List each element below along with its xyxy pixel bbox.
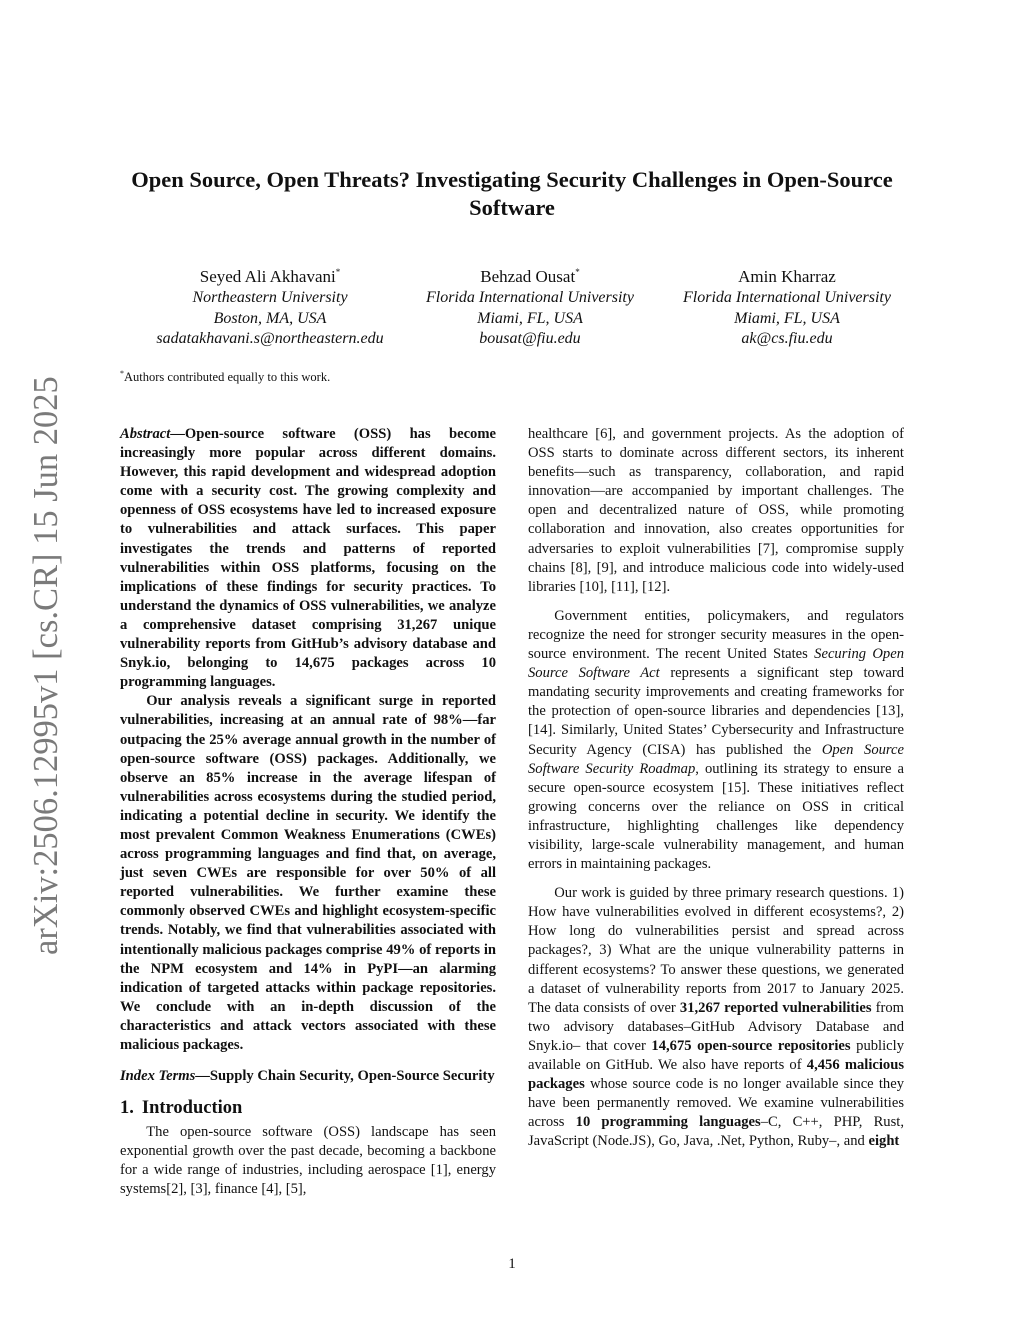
equal-contribution-mark: *	[575, 267, 580, 277]
roadmap-title: Open Source Software Security Roadmap	[528, 741, 905, 777]
author-2	[395, 266, 665, 350]
abstract-paragraph-1: Abstract—Open-source software (OSS) has become increasingly more popular across different domains. However, this rapid development and widespread adoption come with a security cost. The growing complexity and openness of OSS ecosystems have led to increased exposure to vulnerabilities and attack surfaces. This paper investigates the trends and patterns of reported vulnerabilities within OSS platforms, focusing on the implications of these findings for security practices. To understand the dynamics of OSS vulnerabilities, we analyze a comprehensive dataset comprising 31,267 unique vulnerability reports from GitHub’s advisory database and Snyk.io, belonging to 14,675 packages across 10 programming languages.	[120, 426, 496, 691]
abstract-paragraph-2: Our analysis reveals a significant surge in reported vulnerabilities, increasing at an annual rate of 98%—far outpacing the 25% average annual growth in the number of open-source software (OSS) packages. Additionally, we observe an 85% increase in the average lifespan of vulnerabilities across ecosystems during the studied period, indicating a potential decline in security. We identify the most prevalent Common Weakness Enumerations (CWEs) across programming languages and find that, on average, just seven CWEs are responsible for over 50% of all reported vulnerabilities. We further examine these commonly observed CWEs and highlight ecosystem-specific trends. Notably, we find that vulnerabilities associated with intentionally malicious packages comprise 49% of reports in the NPM ecosystem and 14% in PyPI—an alarming indication of targeted attacks within package repositories. We conclude with an in-depth discussion of the characteristics and attack vectors associated with these malicious packages.	[120, 693, 496, 1053]
index-terms: Index Terms—Supply Chain Security, Open-Source Security	[120, 1068, 495, 1085]
author-email: bousat@fiu.edu	[479, 330, 581, 347]
page-number: 1	[508, 1256, 516, 1272]
intro-paragraph-1-continued: healthcare [6], and government projects. As the adoption of OSS starts to dominate across different sectors, its inherent benefits—such as transparency, collaboration, and rapid innovation—are accompanied by important challenges. The open and decentralized nature of OSS, while promoting collaboration and innovation, also creates opportunities for adversaries to exploit vulnerabilities [7], compromise supply chains [8], [9], and introduce malicious code into widely-used libraries [10], [11], [12].	[528, 426, 904, 595]
section-heading-introduction: 1. Introduction	[120, 1098, 243, 1119]
arxiv-identifier: arXiv:2506.12995v1 [cs.CR] 15 Jun 2025	[27, 376, 65, 955]
equal-contribution-mark: *	[335, 267, 341, 277]
author-block	[0, 266, 1024, 356]
left-column	[120, 425, 496, 1200]
author-affiliation: Florida International University	[683, 289, 891, 306]
intro-paragraph-1: The open-source software (OSS) landscape has seen exponential growth over the past decade, becoming a backbone for a wide range of industries, including aerospace [1], energy systems[2], [3], finance [4], [5],	[120, 1124, 496, 1198]
author-affiliation: Northeastern University	[192, 289, 348, 306]
author-location: Miami, FL, USA	[734, 309, 840, 327]
author-email: sadatakhavani.s@northeastern.edu	[156, 330, 384, 347]
author-name: Behzad Ousat	[480, 267, 576, 286]
author-email: ak@cs.fiu.edu	[741, 330, 833, 347]
author-affiliation: Florida International University	[426, 289, 634, 306]
act-title: Securing Open Source Software Act	[528, 646, 904, 682]
author-location: Boston, MA, USA	[213, 309, 327, 327]
index-terms-label: Index Terms	[120, 1068, 196, 1085]
intro-paragraph-2: Government entities, policymakers, and regulators recognize the need for stronger security measures in the open-source environment. The recent United States Securing Open Source Software Act represents a significant step toward mandating security improvements and creating frameworks for the protection of open-source libraries and dependencies [13], [14]. Similarly, United States’ Cybersecurity and Infrastructure Security Agency (CISA) has published the Open Source Software Security Roadmap, outlining its strategy to ensure a secure open-source ecosystem [15]. These initiatives reflect growing concerns over the reliance on OSS in critical infrastructure, highlighting challenges like dependency visibility, large-scale vulnerability management, and human errors in maintaining packages.	[528, 607, 905, 873]
intro-paragraph-3: Our work is guided by three primary research questions. 1) How have vulnerabilities evolved in different ecosystems?, 2) How long do vulnerabilities persist and spread across packages?, 3) What are the unique vulnerability patterns in different ecosystems? To answer these questions, we generated a dataset of vulnerability reports from 2017 to January 2025. The data consists of over 31,267 reported vulnerabilities from two advisory databases–GitHub Advisory Database and Snyk.io– that cover 14,675 open-source repositories publicly available on GitHub. We also have reports of 4,456 malicious packages whose source code is no longer available since they have been permanently removed. We examine vulnerabilities across 10 programming languages–C, C++, PHP, Rust, JavaScript (Node.JS), Go, Java, .Net, Python, Ruby–, and eight	[528, 885, 905, 1150]
right-column	[528, 425, 904, 1151]
author-location: Miami, FL, USA	[477, 309, 583, 327]
author-name: Seyed Ali Akhavani	[199, 267, 336, 286]
author-1	[135, 266, 405, 350]
paper-title: Open Source, Open Threats? Investigating Security Challenges in Open-Source Software	[131, 167, 893, 220]
author-name: Amin Kharraz	[738, 267, 836, 286]
equal-contribution-footnote: *Authors contributed equally to this work.	[120, 369, 331, 384]
author-3	[652, 266, 922, 350]
abstract-label: Abstract	[120, 426, 171, 442]
